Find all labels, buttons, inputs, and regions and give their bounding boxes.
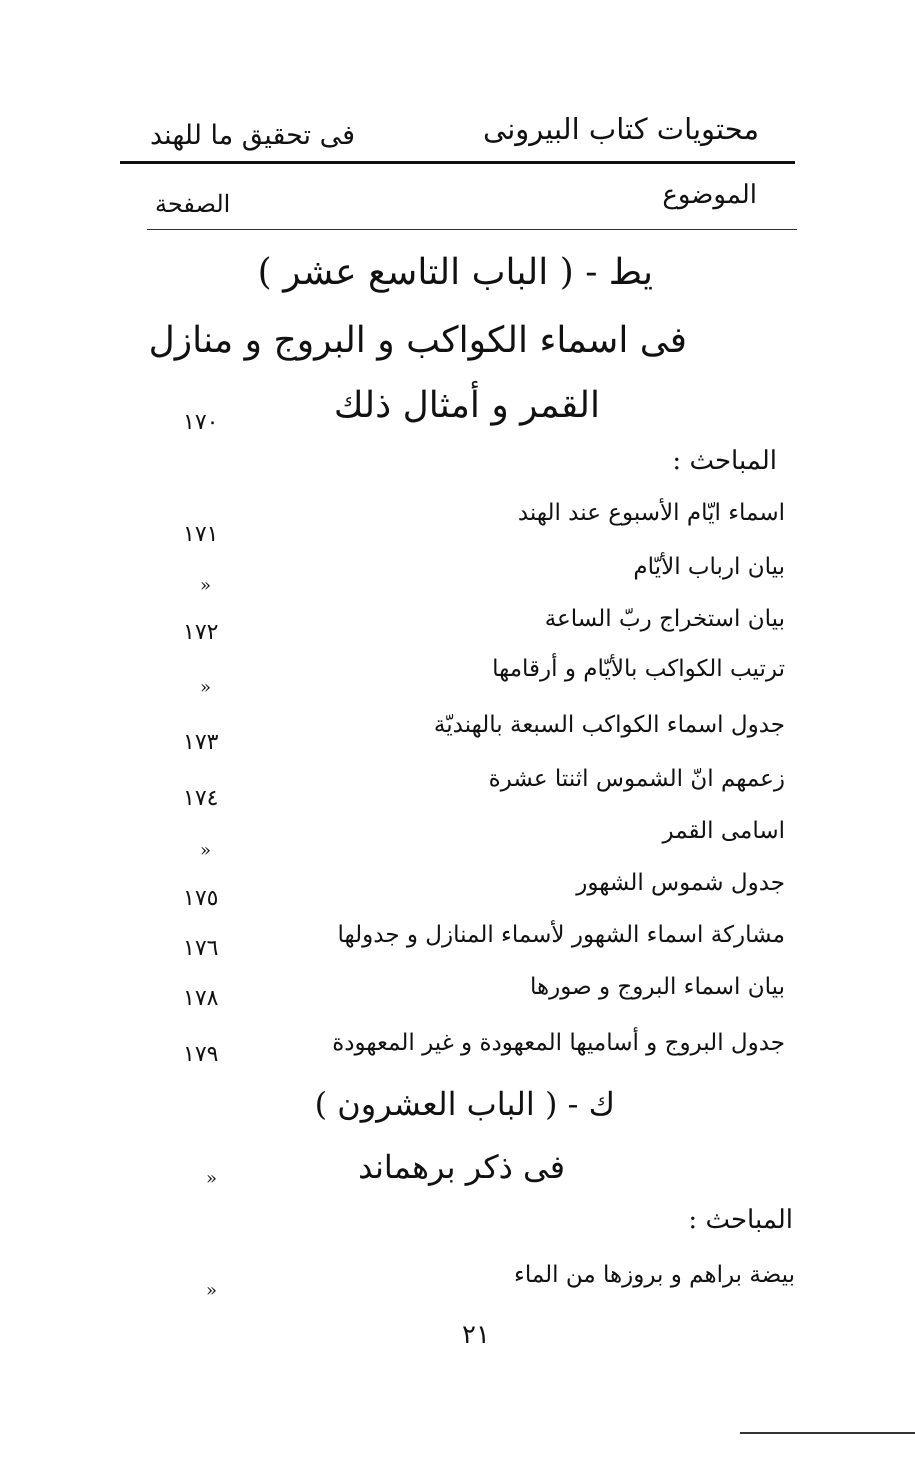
toc-entry: بيان اسماء البروج و صورها: [529, 974, 785, 1000]
page-column-heading: الصفحة: [155, 190, 231, 218]
chapter-19-title-line2: فى اسماء الكواكب و البروج و منازل: [148, 320, 687, 361]
toc-ditto-mark: »: [206, 1280, 218, 1301]
toc-entry: جدول شموس الشهور: [576, 870, 785, 896]
chapter-19-title: يط - ( الباب التاسع عشر ): [257, 252, 653, 293]
toc-page-number: ١٧٣: [183, 730, 219, 755]
toc-ditto-mark: »: [200, 575, 212, 596]
toc-page-number: ١٧١: [183, 522, 219, 547]
chapter-20-title-line2: فى ذكر برهماند: [358, 1148, 565, 1186]
header-rule: [120, 161, 795, 164]
chapter-20-subhead: المباحث :: [688, 1205, 793, 1235]
running-header-right: محتويات كتاب البيرونى: [483, 112, 759, 146]
chapter-19-subhead: المباحث :: [672, 446, 777, 476]
toc-entry: ترتيب الكواكب بالأيّام و أرقامها: [492, 656, 785, 682]
toc-entry: بيضة براهم و بروزها من الماء: [514, 1262, 795, 1288]
chapter-20-page-number: »: [206, 1168, 218, 1189]
toc-page-number: ١٧٥: [183, 886, 219, 911]
toc-page-number: ١٧٤: [183, 786, 219, 811]
toc-entry: اسامى القمر: [662, 818, 785, 844]
running-header-left: فى تحقيق ما للهند: [150, 120, 356, 151]
toc-ditto-mark: »: [200, 677, 212, 698]
chapter-19-page-number: ١٧٠: [183, 410, 219, 435]
toc-ditto-mark: »: [200, 840, 212, 861]
toc-entry: جدول اسماء الكواكب السبعة بالهنديّة: [433, 712, 785, 738]
chapter-19-title-line3: القمر و أمثال ذلك: [333, 385, 600, 426]
page-folio-number: ٢١: [462, 1320, 490, 1350]
chapter-20-title: ك - ( الباب العشرون ): [314, 1085, 615, 1123]
toc-page-number: ١٧٩: [183, 1042, 219, 1067]
topic-column-heading: الموضوع: [662, 180, 757, 210]
toc-page-number: ١٧٨: [183, 986, 219, 1011]
toc-entry: مشاركة اسماء الشهور لأسماء المنازل و جدولها: [337, 922, 785, 948]
toc-entry: بيان استخراج ربّ الساعة: [544, 606, 785, 632]
toc-entry: جدول البروج و أساميها المعهودة و غير المعهودة: [332, 1030, 785, 1056]
toc-page-number: ١٧٦: [183, 936, 219, 961]
toc-entry: بيان ارباب الأيّام: [633, 554, 785, 580]
column-heading-rule: [147, 229, 797, 230]
toc-page-number: ١٧٢: [183, 620, 219, 645]
bottom-edge-rule: [740, 1432, 915, 1434]
toc-entry: اسماء ايّام الأسبوع عند الهند: [517, 500, 785, 526]
toc-entry: زعمهم انّ الشموس اثنتا عشرة: [488, 766, 785, 792]
